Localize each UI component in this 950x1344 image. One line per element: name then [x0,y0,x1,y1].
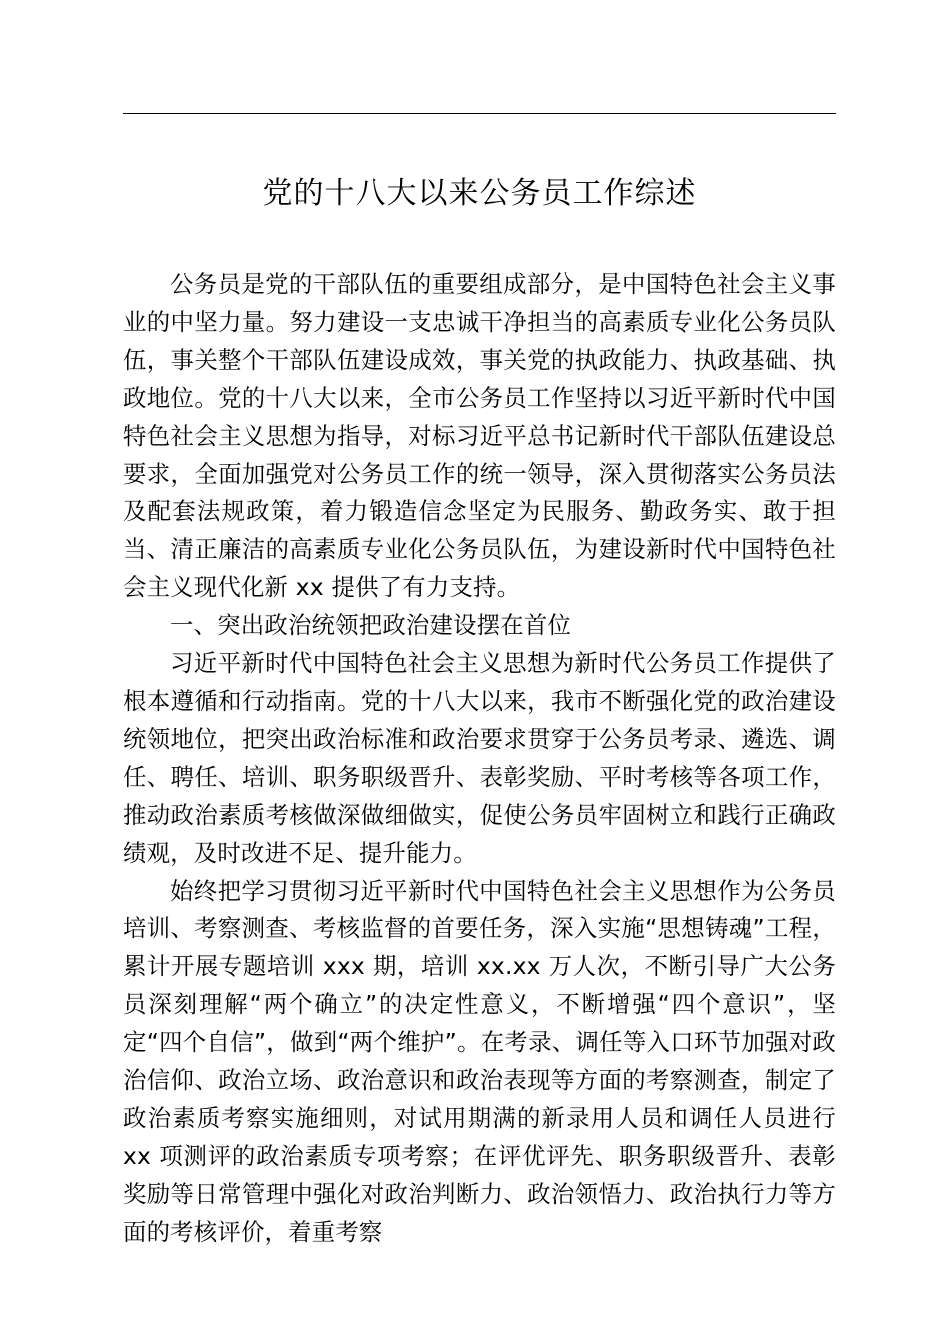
section-1-paragraph-1: 习近平新时代中国特色社会主义思想为新时代公务员工作提供了根本遵循和行动指南。党的十八大以来，我市不断强化党的政治建设统领地位，把突出政治标准和政治要求贯穿于公务员考录、遴选、调任、聘任、培训、职务职级晋升、表彰奖励、平时考核等各项工作，推动政治素质考核做深做细做实，促使公务员牢固树立和践行正确政绩观，及时改进不足、提升能力。 [123,649,836,867]
section-1-paragraph-2: 始终把学习贯彻习近平新时代中国特色社会主义思想作为公务员培训、考察测查、考核监督的首要任务，深入实施“思想铸魂”工程，累计开展专题培训 xxx 期，培训 xx.xx 万人次，不断引导广大公务员深刻理解“两个确立”的决定性意义，不断增强“四个意识”，坚定“四个自信”，做到“两个维护”。在考录、调任等入口环节加强对政治信仰、政治立场、政治意识和政治表现等方面的考察测查，制定了政治素质考察实施细则，对试用期满的新录用人员和调任人员进行 xx 项测评的政治素质专项考察；在评优评先、职务职级晋升、表彰奖励等日常管理中强化对政治判断力、政治领悟力、政治执行力等方面的考核评价，着重考察 [123,876,836,1246]
header-rule [123,113,836,114]
section-heading-1: 一、突出政治统领把政治建设摆在首位 [170,611,572,640]
intro-paragraph: 公务员是党的干部队伍的重要组成部分，是中国特色社会主义事业的中坚力量。努力建设一支忠诚干净担当的高素质专业化公务员队伍，事关整个干部队伍建设成效，事关党的执政能力、执政基础、执政地位。党的十八大以来，全市公务员工作坚持以习近平新时代中国特色社会主义思想为指导，对标习近平总书记新时代干部队伍建设总要求，全面加强党对公务员工作的统一领导，深入贯彻落实公务员法及配套法规政策，着力锻造信念坚定为民服务、勤政务实、敢于担当、清正廉洁的高素质专业化公务员队伍，为建设新时代中国特色社会主义现代化新 xx 提供了有力支持。 [123,270,836,602]
document-body [123,266,836,1252]
document-title: 党的十八大以来公务员工作综述 [262,176,697,211]
